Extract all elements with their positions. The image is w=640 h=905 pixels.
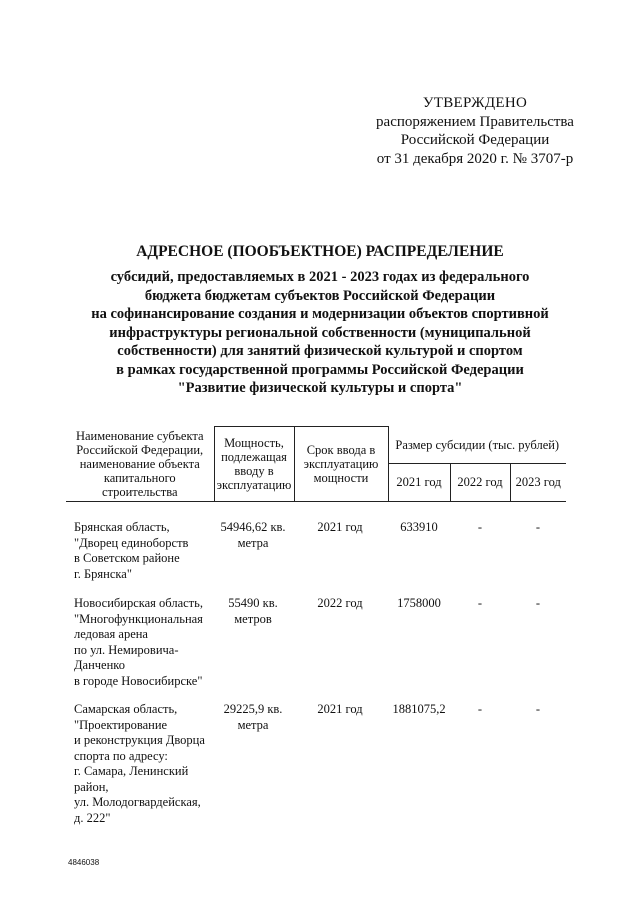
header-subsidy-group: Размер субсидии (тыс. рублей) (388, 427, 566, 464)
subsidy-2023: - (535, 702, 541, 716)
document-subtitle (40, 268, 600, 398)
header-name: Наименование субъекта Российской Федерации, наименование объекта капитального строительства (66, 427, 214, 502)
object-deadline: 2022 год (317, 596, 363, 610)
object-capacity: 55490 кв. метров (228, 596, 278, 626)
object-deadline: 2021 год (317, 520, 363, 534)
approval-block (340, 94, 610, 168)
table-row (66, 596, 566, 702)
subsidy-table-header (66, 426, 566, 502)
header-year-2021: 2021 год (388, 464, 450, 501)
header-year-2023: 2023 год (510, 464, 566, 501)
subsidy-2022: - (477, 520, 483, 534)
object-name: Новосибирская область, "Многофункциональная ледовая арена по ул. Немировича- Данченко в городе Новосибирске" (74, 596, 203, 688)
subsidy-2022: - (477, 596, 483, 610)
subsidy-2023: - (535, 596, 541, 610)
subtitle-line: субсидий, предоставляемых в 2021 - 2023 годах из федерального (110, 269, 530, 285)
header-deadline: Срок ввода в эксплуатацию мощности (294, 427, 388, 502)
header-year-2022: 2022 год (450, 464, 510, 501)
object-capacity: 29225,9 кв. метра (223, 702, 283, 732)
subtitle-line: бюджета бюджетам субъектов Российской Федерации (144, 287, 496, 304)
subsidy-2021: 1758000 (397, 596, 441, 610)
subtitle-line: на софинансирование создания и модернизации объектов спортивной (91, 306, 549, 322)
approval-title: УТВЕРЖДЕНО (422, 95, 528, 111)
subsidy-2021: 633910 (400, 520, 438, 534)
subsidy-table-body (66, 520, 566, 832)
subsidy-2021: 1881075,2 (392, 702, 446, 716)
subtitle-line: "Развитие физической культуры и спорта" (177, 380, 463, 396)
object-deadline: 2021 год (317, 702, 363, 716)
object-name: Брянская область, "Дворец единоборств в Советском районе г. Брянска" (74, 520, 189, 581)
approval-line: Российской Федерации (400, 132, 550, 148)
subsidy-2022: - (477, 702, 483, 716)
table-row (66, 702, 566, 832)
subtitle-line: в рамках государственной программы Российской Федерации (116, 361, 524, 378)
subtitle-line: инфраструктуры региональной собственности (муниципальной (109, 324, 531, 341)
approval-line: от 31 декабря 2020 г. № 3707-р (376, 150, 574, 167)
object-name: Самарская область, "Проектирование и реконструкция Дворца спорта по адресу: г. Самара, Ленинский район, ул. Молодогвардейская, д. 222" (74, 702, 205, 825)
subsidy-2023: - (535, 520, 541, 534)
approval-line: распоряжением Правительства (376, 113, 574, 130)
document-title: АДРЕСНОЕ (ПООБЪЕКТНОЕ) РАСПРЕДЕЛЕНИЕ (136, 243, 504, 260)
subtitle-line: собственности) для занятий физической культурой и спортом (117, 343, 523, 359)
header-capacity: Мощность, подлежащая вводу в эксплуатацию (214, 427, 294, 502)
object-capacity: 54946,62 кв. метра (220, 520, 286, 550)
table-row (66, 520, 566, 596)
document-code: 4846038 (68, 858, 100, 867)
